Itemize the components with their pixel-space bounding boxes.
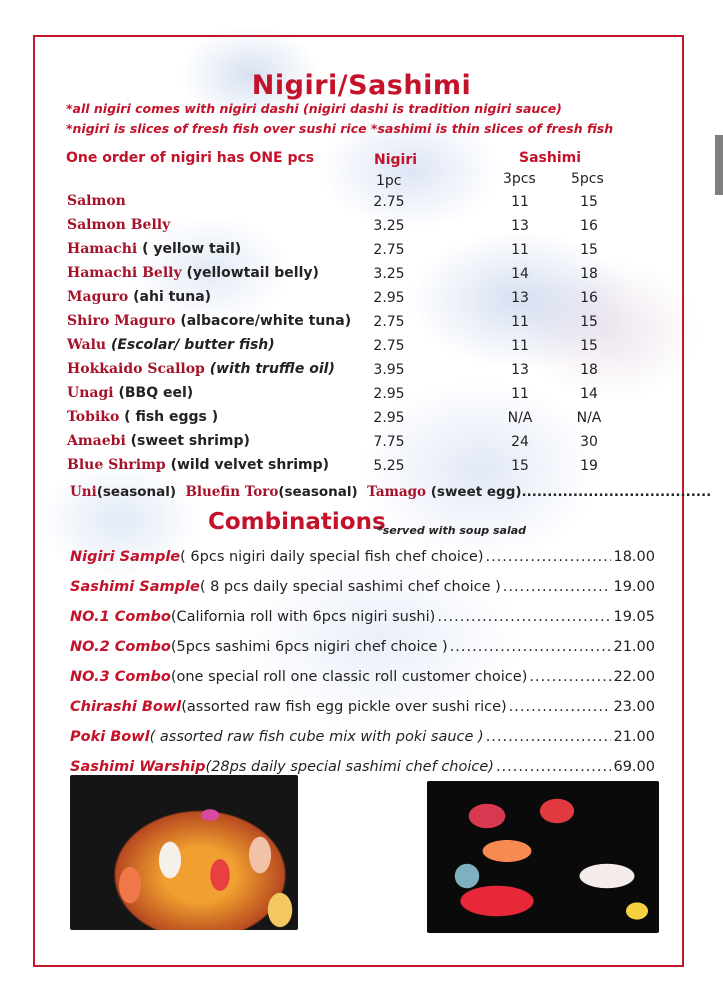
item-name: Maguro: [67, 289, 129, 305]
nigiri-qty-header: 1pc: [376, 173, 402, 189]
combo-desc: ( assorted raw fish cube mix with poki sauce ): [149, 729, 484, 745]
sashimi-3pcs-price: 13: [511, 290, 529, 306]
combo-name: NO.3 Combo: [70, 669, 171, 685]
nigiri-price: 3.25: [373, 266, 405, 282]
sashimi-3pcs-price: 11: [511, 386, 529, 402]
combo-row: [70, 579, 655, 595]
sashimi-5pcs-price: 15: [580, 194, 598, 210]
sushi-platter-photo: [70, 775, 298, 930]
menu-item-row: [67, 313, 351, 329]
combo-row: [70, 759, 655, 775]
combo-price: 19.00: [613, 579, 655, 595]
item-desc: (albacore/white tuna): [180, 313, 352, 329]
nigiri-price: 3.25: [373, 218, 405, 234]
sashimi-3pcs-price: 11: [511, 194, 529, 210]
nigiri-price: 2.75: [373, 314, 405, 330]
item-name: Salmon: [67, 193, 126, 209]
uni-note: (seasonal): [96, 484, 177, 500]
nigiri-sashimi-note: *nigiri is slices of fresh fish over sushi rice *sashimi is thin slices of fresh fish: [66, 121, 614, 136]
item-name: Amaebi: [67, 433, 126, 449]
sashimi-platter-photo: [427, 781, 659, 933]
combo-price: 23.00: [613, 699, 655, 715]
sashimi-3pcs-price: N/A: [507, 410, 533, 426]
order-note: One order of nigiri has ONE pcs: [66, 150, 315, 166]
menu-item-row: [67, 361, 335, 377]
menu-item-row: [67, 265, 319, 281]
item-name: Tobiko: [67, 409, 120, 425]
sashimi-5pcs-price: 18: [580, 362, 598, 378]
combo-name: Sashimi Warship: [70, 759, 206, 775]
item-desc: (sweet shrimp): [130, 433, 250, 449]
item-desc: (BBQ eel): [118, 385, 194, 401]
menu-item-row: [67, 217, 170, 233]
nigiri-price: 2.75: [373, 194, 405, 210]
sashimi-5pcs-header: 5pcs: [571, 171, 604, 187]
combo-price: 19.05: [613, 609, 655, 625]
combo-row: [70, 609, 655, 625]
item-desc: (ahi tuna): [133, 289, 212, 305]
nigiri-price: 5.25: [373, 458, 405, 474]
combo-name: NO.1 Combo: [70, 609, 171, 625]
combinations-note: *served with soup salad: [377, 524, 527, 537]
combo-row: [70, 669, 655, 685]
page-edge-tape: [715, 135, 723, 195]
tamago-note: (sweet egg): [430, 484, 522, 500]
combo-name: Sashimi Sample: [70, 579, 200, 595]
menu-item-row: [67, 433, 250, 449]
item-desc: (Escolar/ butter fish): [110, 337, 275, 353]
toro-note: (seasonal): [278, 484, 358, 500]
sashimi-3pcs-price: 14: [511, 266, 529, 282]
leader-dots: [529, 669, 611, 685]
sashimi-5pcs-price: 30: [580, 434, 598, 450]
combo-row: [70, 729, 655, 745]
tamago-dots: .....................................: [521, 484, 712, 500]
combo-desc: ( 8 pcs daily special sashimi chef choice ): [199, 579, 501, 595]
sashimi-3pcs-header: 3pcs: [503, 171, 536, 187]
leader-dots: [503, 579, 612, 595]
toro-name: Bluefin Toro: [185, 484, 279, 500]
combo-row: [70, 549, 655, 565]
item-name: Unagi: [67, 385, 114, 401]
item-name: Walu: [67, 337, 107, 353]
menu-item-row: [67, 289, 211, 305]
seasonal-line: [70, 484, 711, 500]
combo-row: [70, 639, 655, 655]
combo-name: NO.2 Combo: [70, 639, 171, 655]
combo-price: 21.00: [613, 729, 655, 745]
nigiri-price: 7.75: [373, 434, 405, 450]
sashimi-5pcs-price: 15: [580, 338, 598, 354]
menu-item-row: [67, 337, 275, 353]
item-name: Blue Shrimp: [67, 457, 166, 473]
item-name: Shiro Maguro: [67, 313, 176, 329]
combo-price: 69.00: [613, 759, 655, 775]
leader-dots: [486, 729, 612, 745]
sashimi-5pcs-price: 19: [580, 458, 598, 474]
item-name: Salmon Belly: [67, 217, 171, 233]
sashimi-3pcs-price: 11: [511, 338, 529, 354]
item-name: Hokkaido Scallop: [67, 361, 205, 377]
sashimi-5pcs-price: 15: [580, 242, 598, 258]
sashimi-5pcs-price: 14: [580, 386, 598, 402]
nigiri-price: 2.95: [373, 386, 405, 402]
menu-item-row: [67, 457, 329, 473]
sashimi-5pcs-price: 18: [580, 266, 598, 282]
sashimi-5pcs-price: 15: [580, 314, 598, 330]
leader-dots: [485, 549, 611, 565]
nigiri-price: 2.75: [373, 242, 405, 258]
item-desc: (yellowtail belly): [186, 265, 319, 281]
sashimi-5pcs-price: N/A: [576, 410, 602, 426]
sashimi-3pcs-price: 13: [511, 218, 529, 234]
leader-dots: [509, 699, 612, 715]
combo-desc: (California roll with 6pcs nigiri sushi): [170, 609, 436, 625]
nigiri-dashi-note: *all nigiri comes with nigiri dashi (nigiri dashi is tradition nigiri sauce): [66, 101, 562, 116]
leader-dots: [450, 639, 612, 655]
menu-item-row: [67, 385, 193, 401]
item-desc: ( fish eggs ): [124, 409, 219, 425]
nigiri-price: 2.95: [373, 290, 405, 306]
sashimi-3pcs-price: 24: [511, 434, 529, 450]
page-title: Nigiri/Sashimi: [251, 70, 472, 101]
menu-item-row: [67, 193, 126, 209]
combo-price: 18.00: [613, 549, 655, 565]
nigiri-column-header: Nigiri: [374, 152, 418, 168]
combo-price: 22.00: [613, 669, 655, 685]
combo-desc: (5pcs sashimi 6pcs nigiri chef choice ): [170, 639, 448, 655]
sashimi-column-header: Sashimi: [519, 150, 582, 166]
nigiri-price: 2.75: [373, 338, 405, 354]
combo-desc: (one special roll one classic roll customer choice): [170, 669, 528, 685]
nigiri-price: 2.95: [373, 410, 405, 426]
leader-dots: [496, 759, 612, 775]
tamago-name: Tamago: [367, 484, 427, 500]
combo-name: Poki Bowl: [70, 729, 150, 745]
sashimi-5pcs-price: 16: [580, 290, 598, 306]
menu-item-row: [67, 409, 218, 425]
combo-row: [70, 699, 655, 715]
menu-item-row: [67, 241, 241, 257]
sashimi-3pcs-price: 11: [511, 242, 529, 258]
item-name: Hamachi: [67, 241, 138, 257]
combo-price: 21.00: [613, 639, 655, 655]
combo-desc: (assorted raw fish egg pickle over sushi rice): [181, 699, 507, 715]
item-desc: (wild velvet shrimp): [170, 457, 330, 473]
item-desc: (with truffle oil): [209, 361, 335, 377]
combo-name: Nigiri Sample: [70, 549, 181, 565]
combo-desc: (28ps daily special sashimi chef choice): [205, 759, 494, 775]
combinations-title: Combinations: [208, 509, 386, 535]
leader-dots: [437, 609, 611, 625]
item-name: Hamachi Belly: [67, 265, 182, 281]
sashimi-3pcs-price: 13: [511, 362, 529, 378]
combo-name: Chirashi Bowl: [70, 699, 182, 715]
sashimi-3pcs-price: 11: [511, 314, 529, 330]
nigiri-price: 3.95: [373, 362, 405, 378]
item-desc: ( yellow tail): [142, 241, 242, 257]
sashimi-3pcs-price: 15: [511, 458, 529, 474]
sashimi-5pcs-price: 16: [580, 218, 598, 234]
combo-desc: ( 6pcs nigiri daily special fish chef choice): [180, 549, 484, 565]
uni-name: Uni: [70, 484, 97, 500]
